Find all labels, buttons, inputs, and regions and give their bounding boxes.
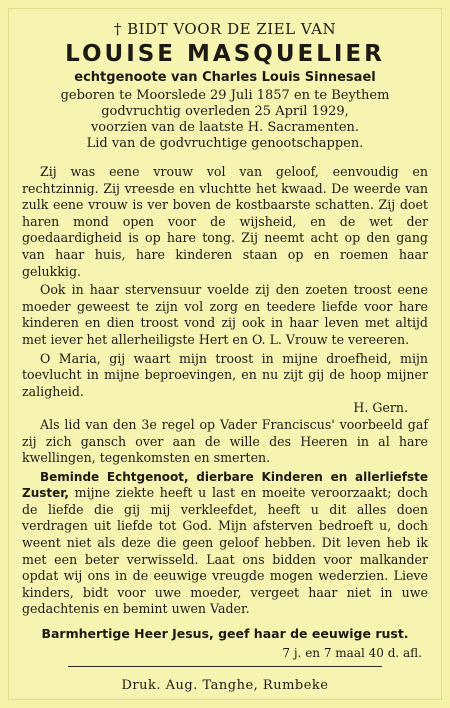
society-line: Lid van de godvruchtige genootschappen.: [86, 136, 364, 151]
paragraph-mary-prayer: O Maria, gij waart mijn troost in mijne droefheid, mijn toevlucht in mijne beproevingen, en nu zijt gij de hoop mijner zaligheid.: [22, 350, 428, 399]
farewell-address: Beminde Echtgenoot, dierbare Kinderen en allerliefste Zuster,: [22, 469, 428, 501]
paragraph-farewell: [22, 469, 428, 618]
closing-prayer: Barmhertige Heer Jesus, geef haar de eeuwige rust.: [41, 626, 409, 641]
divider: [68, 666, 382, 667]
death-line: godvruchtig overleden 25 April 1929,: [101, 104, 349, 119]
card-body-text: [22, 164, 428, 618]
card-heading: † BIDT VOOR DE ZIEL VAN: [113, 20, 337, 38]
deceased-name: LOUISE MASQUELIER: [65, 41, 385, 67]
paragraph-virtues: Zij was eene vrouw vol van geloof, eenvoudig en rechtzinnig. Zij vreesde en vluchtte het kwaad. De weerde van zulk eene vrouw is ver boven de kostbaarste schatten. Zij doet haren mond open voor de wijsheid, en de wet der goedaardigheid is op hare tong. Zij neemt acht op den gang van haar huis, hare kinderen staan op en roemen haar gelukkig.: [22, 164, 428, 279]
quote-signer: H. Gern.: [353, 400, 408, 416]
memorial-card: [8, 8, 442, 700]
farewell-text: mijne ziekte heeft u last en moeite veroorzaakt; doch de liefde die gij mij verkleefdet, heeft u dit alles doen verdragen uit liefde tot God. Mijn afsterven bedroeft u, doch weent niet als deze die geen geloof hebben. Dit leven heb ik met een beter verwisseld. Laat ons bidden voor malkander opdat wij ons in de eeuwige vreugde mogen wederzien. Lieve kinders, bidt voor uwe moeder, vergeet haar niet in uwe gedachtenis en bemint uwen Vader.: [22, 485, 428, 617]
printer-credit: Druk. Aug. Tanghe, Rumbeke: [121, 678, 329, 693]
paragraph-deathbed: Ook in haar stervensuur voelde zij den zoeten troost eene moeder geweest te zijn vol zorg en teedere liefde voor hare kinderen en dien troost vond zij ook in haar leven met altijd met iever het allerheiligste Hert en O. L. Vrouw te vereeren.: [22, 282, 428, 347]
paragraph-third-order: Als lid van den 3e regel op Vader Franciscus' voorbeeld gaf zij zich gansch over aan de wille des Heeren in al hare kwellingen, tegenkomsten en smerten.: [22, 416, 428, 466]
birth-line: geboren te Moorslede 29 Juli 1857 en te Beythem: [60, 88, 390, 103]
spouse-line: echtgenoote van Charles Louis Sinnesael: [74, 70, 376, 85]
indulgence-note: 7 j. en 7 maal 40 d. afl.: [282, 646, 422, 660]
sacraments-line: voorzien van de laatste H. Sacramenten.: [90, 120, 360, 135]
